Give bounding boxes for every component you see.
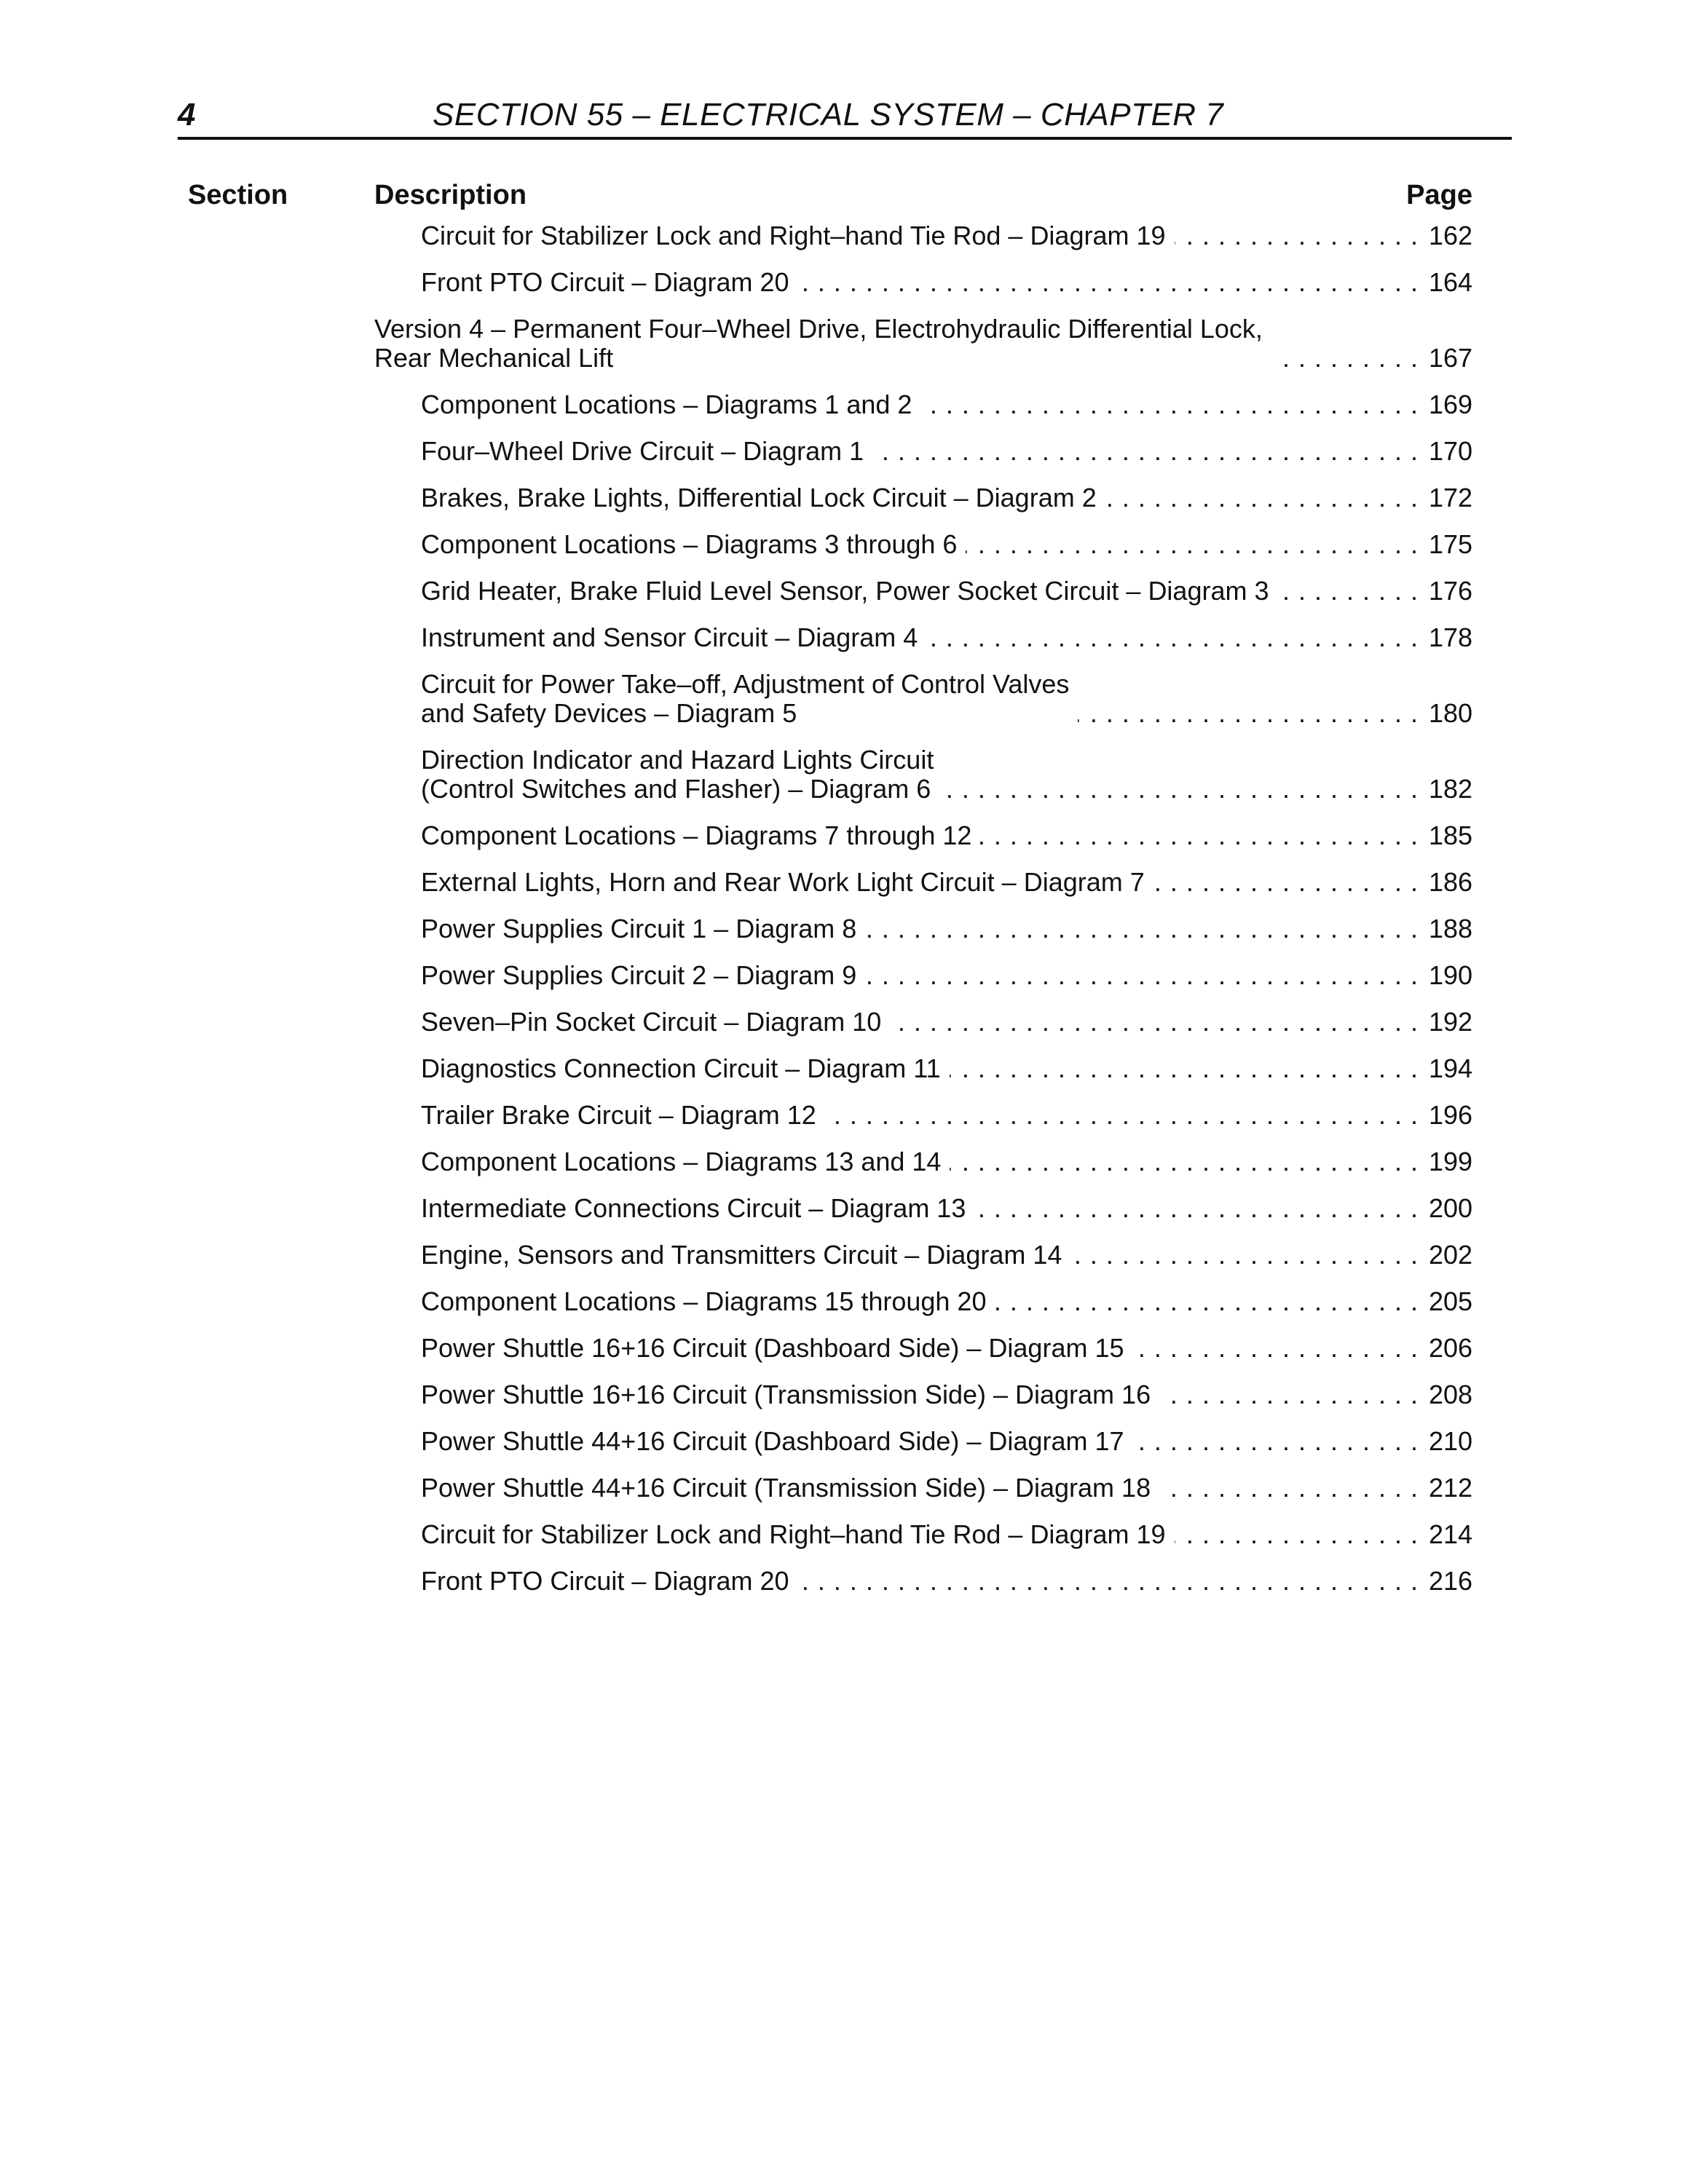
toc-entry-title: Front PTO Circuit – Diagram 20 bbox=[421, 267, 789, 297]
toc-entry-page: 200 bbox=[1429, 1193, 1473, 1223]
toc-entry-title: Component Locations – Diagrams 1 and 2 bbox=[421, 389, 912, 419]
dot-leader bbox=[1175, 221, 1419, 250]
toc-entry-title: Circuit for Stabilizer Lock and Right–hand Tie Rod – Diagram 19 bbox=[421, 1519, 1166, 1549]
dot-leader bbox=[1078, 699, 1419, 728]
toc-entry bbox=[374, 623, 1472, 652]
dot-leader bbox=[974, 1194, 1419, 1223]
toc-entry-page: 212 bbox=[1429, 1473, 1473, 1503]
toc-entry bbox=[374, 821, 1472, 850]
toc-entry-page: 205 bbox=[1429, 1286, 1473, 1316]
toc-entry bbox=[374, 745, 1472, 804]
toc-entry bbox=[374, 1380, 1472, 1409]
toc-entry bbox=[374, 268, 1472, 297]
toc-entry bbox=[374, 914, 1472, 943]
toc-entry bbox=[374, 221, 1472, 250]
dot-leader bbox=[872, 437, 1419, 466]
toc-entry bbox=[374, 1520, 1472, 1549]
toc-entry-page: 188 bbox=[1429, 914, 1473, 943]
toc-entry bbox=[374, 1241, 1472, 1270]
toc-entry bbox=[374, 314, 1472, 373]
toc-entry bbox=[374, 1194, 1472, 1223]
dot-leader bbox=[950, 1147, 1419, 1176]
toc-entry bbox=[374, 530, 1472, 559]
toc-entry-page: 169 bbox=[1429, 389, 1473, 419]
dot-leader bbox=[1159, 1473, 1419, 1503]
column-header-section: Section bbox=[188, 180, 288, 210]
toc-entry bbox=[374, 1101, 1472, 1130]
toc-entry bbox=[374, 390, 1472, 419]
dot-leader bbox=[1175, 1520, 1419, 1549]
toc-entry bbox=[374, 1054, 1472, 1083]
toc-entry-page: 210 bbox=[1429, 1426, 1473, 1456]
dot-leader bbox=[950, 1054, 1419, 1083]
toc-entry-title: Intermediate Connections Circuit – Diagram 13 bbox=[421, 1193, 966, 1223]
dot-leader bbox=[1070, 1241, 1419, 1270]
dot-leader bbox=[825, 1101, 1419, 1130]
toc-entry-page: 194 bbox=[1429, 1053, 1473, 1083]
toc-entry-title: Component Locations – Diagrams 7 through 12 bbox=[421, 820, 972, 850]
toc-entry bbox=[374, 1473, 1472, 1503]
toc-entry-title: Power Shuttle 16+16 Circuit (Transmission Side) – Diagram 16 bbox=[421, 1380, 1151, 1409]
toc-entry bbox=[374, 1567, 1472, 1596]
toc-entry bbox=[374, 1147, 1472, 1176]
toc-entry-title: Four–Wheel Drive Circuit – Diagram 1 bbox=[421, 436, 864, 466]
dot-leader bbox=[865, 961, 1419, 990]
toc-entry-page: 182 bbox=[1429, 774, 1473, 804]
dot-leader bbox=[798, 268, 1419, 297]
toc-entry-title: Seven–Pin Socket Circuit – Diagram 10 bbox=[421, 1007, 882, 1037]
toc-entry-page: 196 bbox=[1429, 1100, 1473, 1130]
toc-entry-title: Component Locations – Diagrams 13 and 14 bbox=[421, 1147, 942, 1176]
toc-entry-title: Trailer Brake Circuit – Diagram 12 bbox=[421, 1100, 816, 1130]
toc-entry-title: Circuit for Power Take–off, Adjustment of Control Valves and Safety Devices – Diagram 5 bbox=[421, 669, 1070, 728]
dot-leader bbox=[890, 1008, 1419, 1037]
toc-entry-title: Brakes, Brake Lights, Differential Lock Circuit – Diagram 2 bbox=[421, 483, 1097, 513]
toc-entry-page: 176 bbox=[1429, 576, 1473, 606]
section-title: SECTION 55 – ELECTRICAL SYSTEM – CHAPTER 7 bbox=[433, 97, 1224, 132]
column-header-description: Description bbox=[374, 180, 527, 210]
dot-leader bbox=[1271, 344, 1419, 373]
toc-entry-page: 190 bbox=[1429, 960, 1473, 990]
table-of-contents bbox=[374, 221, 1472, 1613]
toc-entry-page: 167 bbox=[1429, 343, 1473, 373]
toc-entry-title: Direction Indicator and Hazard Lights Circuit (Control Switches and Flasher) – Diagram 6 bbox=[421, 745, 934, 804]
toc-entry bbox=[374, 868, 1472, 897]
dot-leader bbox=[942, 775, 1419, 804]
toc-entry-title: Power Supplies Circuit 2 – Diagram 9 bbox=[421, 960, 857, 990]
toc-entry-title: Power Shuttle 16+16 Circuit (Dashboard Side) – Diagram 15 bbox=[421, 1333, 1124, 1363]
toc-entry-title: Circuit for Stabilizer Lock and Right–hand Tie Rod – Diagram 19 bbox=[421, 221, 1166, 250]
dot-leader bbox=[995, 1287, 1419, 1316]
page-header bbox=[178, 93, 1512, 140]
dot-leader bbox=[1153, 868, 1419, 897]
toc-entry-title: Power Shuttle 44+16 Circuit (Transmission Side) – Diagram 18 bbox=[421, 1473, 1151, 1503]
toc-entry-page: 172 bbox=[1429, 483, 1473, 513]
toc-entry-title: Component Locations – Diagrams 15 through 20 bbox=[421, 1286, 987, 1316]
toc-entry-title: Front PTO Circuit – Diagram 20 bbox=[421, 1566, 789, 1596]
toc-entry-page: 202 bbox=[1429, 1240, 1473, 1270]
toc-entry-page: 180 bbox=[1429, 698, 1473, 728]
toc-entry bbox=[374, 1334, 1472, 1363]
toc-entry-page: 214 bbox=[1429, 1519, 1473, 1549]
toc-entry-title: Power Supplies Circuit 1 – Diagram 8 bbox=[421, 914, 857, 943]
toc-entry bbox=[374, 1008, 1472, 1037]
toc-entry-page: 192 bbox=[1429, 1007, 1473, 1037]
toc-entry-title: Component Locations – Diagrams 3 through 6 bbox=[421, 529, 958, 559]
column-header-page: Page bbox=[1406, 180, 1472, 210]
toc-entry-page: 185 bbox=[1429, 820, 1473, 850]
toc-entry-page: 175 bbox=[1429, 529, 1473, 559]
toc-entry-page: 170 bbox=[1429, 436, 1473, 466]
toc-entry-page: 206 bbox=[1429, 1333, 1473, 1363]
toc-entry-title: Instrument and Sensor Circuit – Diagram 4 bbox=[421, 622, 918, 652]
toc-entry-page: 199 bbox=[1429, 1147, 1473, 1176]
toc-entry bbox=[374, 1427, 1472, 1456]
dot-leader bbox=[1278, 577, 1419, 606]
toc-entry-page: 164 bbox=[1429, 267, 1473, 297]
toc-entry-title: Diagnostics Connection Circuit – Diagram 11 bbox=[421, 1053, 941, 1083]
toc-entry bbox=[374, 483, 1472, 513]
dot-leader bbox=[926, 623, 1419, 652]
toc-entry-page: 178 bbox=[1429, 622, 1473, 652]
toc-entry bbox=[374, 577, 1472, 606]
dot-leader bbox=[1133, 1334, 1419, 1363]
toc-entry-page: 186 bbox=[1429, 867, 1473, 897]
dot-leader bbox=[1105, 483, 1419, 513]
dot-leader bbox=[966, 530, 1419, 559]
dot-leader bbox=[798, 1567, 1419, 1596]
toc-entry-page: 208 bbox=[1429, 1380, 1473, 1409]
dot-leader bbox=[1133, 1427, 1419, 1456]
dot-leader bbox=[980, 821, 1419, 850]
toc-entry bbox=[374, 437, 1472, 466]
dot-leader bbox=[1159, 1380, 1419, 1409]
toc-entry-title: Version 4 – Permanent Four–Wheel Drive, Electrohydraulic Differential Lock, Rear Mechanical Lift bbox=[374, 314, 1263, 373]
toc-entry-page: 162 bbox=[1429, 221, 1473, 250]
toc-entry-title: Power Shuttle 44+16 Circuit (Dashboard Side) – Diagram 17 bbox=[421, 1426, 1124, 1456]
toc-entry-title: Grid Heater, Brake Fluid Level Sensor, Power Socket Circuit – Diagram 3 bbox=[421, 576, 1269, 606]
page-number: 4 bbox=[178, 97, 196, 132]
toc-entry bbox=[374, 1287, 1472, 1316]
toc-entry bbox=[374, 961, 1472, 990]
toc-entry bbox=[374, 670, 1472, 728]
dot-leader bbox=[865, 914, 1419, 943]
toc-entry-page: 216 bbox=[1429, 1566, 1473, 1596]
toc-entry-title: Engine, Sensors and Transmitters Circuit – Diagram 14 bbox=[421, 1240, 1062, 1270]
toc-entry-title: External Lights, Horn and Rear Work Light Circuit – Diagram 7 bbox=[421, 867, 1145, 897]
dot-leader bbox=[920, 390, 1419, 419]
